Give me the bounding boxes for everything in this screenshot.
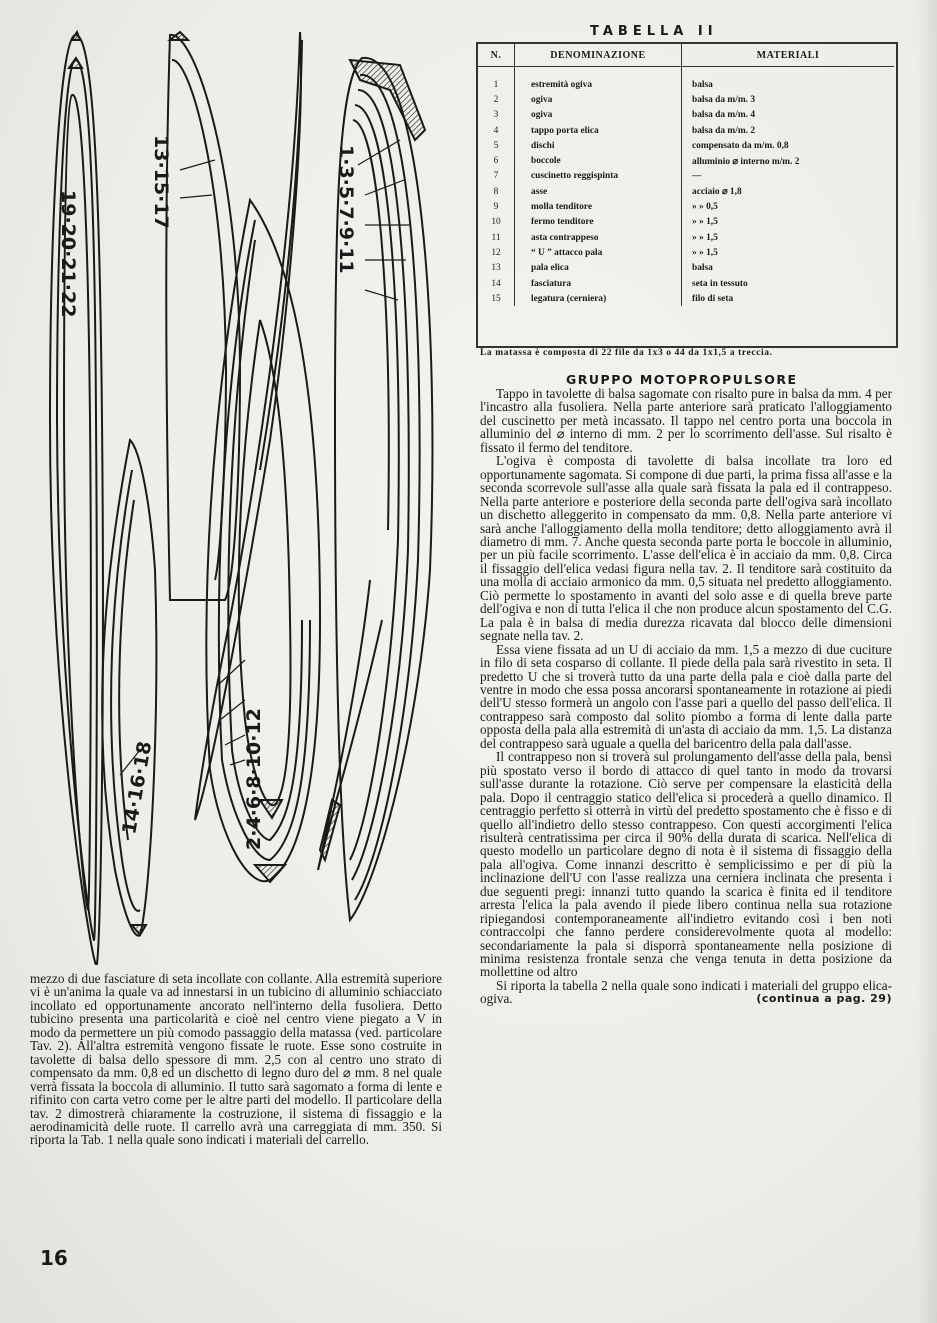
- row-name: asta contrappeso: [515, 230, 682, 245]
- table-row: [478, 92, 894, 107]
- row-material: acciaio ⌀ 1,8: [692, 187, 742, 198]
- row-name: fermo tenditore: [515, 215, 682, 230]
- table-row: [478, 108, 894, 123]
- row-material: » » 0,5: [692, 202, 718, 213]
- continua-link[interactable]: (continua a pag. 29): [756, 992, 892, 1006]
- row-material: alluminio ⌀ interno m/m. 2: [692, 156, 800, 167]
- drawing-label-2-12: 2·4·6·8·10·12: [243, 708, 265, 850]
- blade-outline-long: [195, 32, 302, 820]
- row-name: legatura (cerniera): [515, 291, 682, 306]
- row-number: 2: [478, 92, 515, 107]
- row-name: pala elica: [515, 261, 682, 276]
- drawing-label-14-18: 14·16·18: [118, 739, 157, 836]
- right-column-text: [480, 387, 892, 1006]
- paragraph: L'ogiva è composta di tavolette di balsa incollate tra loro ed opportunamente sagomata. Si compone di due parti, la prima fissa all'asse e la seconda scorrevole sull'asse alla quale sarà fissata la pala ed il contrappeso. Nella parte anteriore e posteriore della seconda parte dell'ogiva sarà incollato un dischetto alleggerito in compensato da mm. 0,8. Nella parte anteriore vi sarà anche l'alloggiamento della molla tenditore; detto alloggiamento avrà il diametro di mm. 7. Anche questa seconda parte porta le boccole in alluminio, per un più facile scorrimento. L'asse dell'elica è in acciaio da mm. 0,8. Circa il fissaggio dell'elica vedasi figura nella tav. 2. Il tenditore sarà costituito da una molla di acciaio armonico da mm. 0,5 situata nel predetto alloggiamento. Ciò permette lo spostamento in avanti del solo asse e di quella breve parte dell'ogiva e non di tutta l'elica il che non produce alcun spostamento del C.G. La pala è in balsa di media durezza ricavata dal blocco delle dimensioni segnate nella tav. 2.: [480, 453, 892, 644]
- drawing-label-13-17: 13·15·17: [150, 135, 172, 229]
- table-title: TABELLA II: [590, 24, 718, 39]
- table-row: [478, 77, 894, 92]
- paragraph-last: Si riporta la tabella 2 nella quale sono indicati i materiali del gruppo elica-ogiva. (continua a pag. 29): [480, 977, 892, 1007]
- row-number: 6: [478, 153, 515, 168]
- row-number: 7: [478, 169, 515, 184]
- row-material: balsa: [692, 79, 713, 90]
- row-name: dischi: [515, 138, 682, 153]
- table-row: [478, 230, 894, 245]
- table-row: [478, 123, 894, 138]
- blade-outline-19-22: [50, 32, 103, 965]
- row-material: balsa: [692, 263, 713, 274]
- table-row: [478, 199, 894, 214]
- row-number: 1: [478, 77, 515, 92]
- row-material: —: [692, 171, 702, 182]
- row-number: 11: [478, 230, 515, 245]
- row-name: ogiva: [515, 108, 682, 123]
- header-name: DENOMINAZIONE: [515, 44, 682, 67]
- row-material: seta in tessuto: [692, 278, 748, 289]
- table-row: [478, 169, 894, 184]
- row-number: 3: [478, 108, 515, 123]
- row-material: filo di seta: [692, 293, 734, 304]
- row-material: balsa da m/m. 2: [692, 125, 756, 136]
- row-name: asse: [515, 184, 682, 199]
- row-number: 15: [478, 291, 515, 306]
- row-name: fasciatura: [515, 276, 682, 291]
- paragraph: Tappo in tavolette di balsa sagomate con risalto pure in balsa da mm. 4 per l'incastro alla fusoliera. Nella parte anteriore sarà praticato l'alloggiamento del cuscinetto per metà incassato. Il tappo nel centro porta una boccola in alluminio del ⌀ interno di mm. 2 per lo scorrimento dell'asse. Sul risalto è fissato il fermo del tenditore.: [480, 386, 892, 455]
- row-material: » » 1,5: [692, 217, 718, 228]
- table-row: [478, 245, 894, 260]
- blade-outline-14-18: [102, 440, 156, 936]
- table-row: [478, 261, 894, 276]
- table-row: [478, 184, 894, 199]
- table-row: [478, 153, 894, 168]
- row-material: » » 1,5: [692, 232, 718, 243]
- row-number: 5: [478, 138, 515, 153]
- row-name: estremità ogiva: [515, 77, 682, 92]
- row-material: balsa da m/m. 4: [692, 110, 756, 121]
- paragraph: Essa viene fissata ad un U di acciaio da mm. 1,5 a mezzo di due cuciture in filo di seta cosparso di collante. Il piede della pala sarà rivestito in seta. Il predetto U che si troverà tutto da una parte della pala e cioè dalla parte del ventre in modo che essa possa ancorarsi spontaneamente in rotazione ai piedi dell'U stesso formerà un angolo con l'asse pari a quello del passo dell'elica. Il contrappeso sarà composto dal solito piombo a forma di lente dalla parte opposta della pala alla estremità di un'asta di acciaio da mm. 1,5. La distanza del contrappeso sarà uguale a quella del baricentro della pala dall'asse.: [480, 641, 892, 751]
- header-number: N.: [478, 44, 515, 67]
- table-row: [478, 291, 894, 306]
- materials-table: [478, 44, 894, 306]
- row-number: 12: [478, 245, 515, 260]
- row-name: molla tenditore: [515, 199, 682, 214]
- table-note: La matassa è composta di 22 file da 1x3 o 44 da 1x1,5 a treccia.: [480, 348, 773, 358]
- row-material: balsa da m/m. 3: [692, 94, 756, 105]
- paragraph: Il contrappeso non si troverà sul prolungamento dell'asse della pala, bensì più spostato verso il bordo di attacco di quel tanto in modo da trovarsi sull'asse durante la rotazione. Ciò serve per compensare la elasticità della pala. Dopo il centraggio statico dell'elica si procederà a quello dinamico. Il centraggio perfetto si otterrà in virtù del predetto spostamento che è fisso e di quello all'indietro dello stesso contrappeso. Con questi accorgimenti l'elica risulterà centratissima per circa il 90% della durata di scarica. Nell'elica di questo modello un particolare degno di nota è il sistema di fissaggio della pala all'ogiva. Come innanzi descritto è semplicissimo e per di più la inclinazione dell'U con l'asse realizza una cerniera inclinata che presenta i due seguenti pregi: innanzi tutto quando la scarica è finita ed il tenditore arresta l'elica la pala avendo il piede libero continua nella sua rotazione ripiegandosi contemporaneamente all'indietro evitando così i ben noti contraccolpi che fanno perdere considerevolmente quota al modello: secondariamente la pala si disporrà spontaneamente nella posizione di minima resistenza frontale senza che venga tenuta in detta posizione da mollettine od altro: [480, 749, 892, 980]
- row-number: 14: [478, 276, 515, 291]
- drawing-label-1-11: 1·3·5·7·9·11: [335, 145, 357, 274]
- table-header-row: [478, 44, 894, 67]
- table-row: [478, 215, 894, 230]
- row-material: » » 1,5: [692, 247, 718, 258]
- propeller-blade-sections-drawing: [20, 20, 460, 965]
- header-materials: MATERIALI: [682, 44, 895, 67]
- table-row: [478, 138, 894, 153]
- row-number: 8: [478, 184, 515, 199]
- row-name: ogiva: [515, 92, 682, 107]
- page-number: 16: [40, 1246, 68, 1270]
- section-title: GRUPPO MOTOPROPULSORE: [566, 372, 798, 387]
- left-column-text: [30, 972, 442, 1147]
- row-name: “ U ” attacco pala: [515, 245, 682, 260]
- row-name: tappo porta elica: [515, 123, 682, 138]
- page-edge-shadow: [917, 0, 937, 1323]
- paragraph: mezzo di due fasciature di seta incollate con collante. Alla estremità superiore vi è un'anima la quale va ad innestarsi in un tubicino di alluminio schiacciato incollato ed opportunamente ancorato nell'interno della fusoliera. Detto tubicino presenta una particolarità e cioè nel centro viene piegato a V in modo da permettere un più comodo passaggio della matassa (ved. particolare Tav. 2). All'altra estremità vengono fissate le ruote. Esse sono costruite in tavolette di balsa dello spessore di mm. 2,5 con al centro uno strato di compensato da mm. 0,8 ed un dischetto di legno duro del ⌀ mm. 8 nel quale verrà fissata la boccola di alluminio. Il tutto sarà sagomato a forma di lente e rifinito con carta vetro come per le altre parti del modello. Il particolare della tav. 2 dimostrerà chiaramente la costruzione, il sistema di fissaggio e la aerodinamicità delle ruote. Il carrello avrà una carreggiata di mm. 350. Si riporta la Tab. 1 nella quale sono indicati i materiali del carrello.: [30, 971, 442, 1148]
- row-material: compensato da m/m. 0,8: [692, 140, 789, 151]
- row-name: cuscinetto reggispinta: [515, 169, 682, 184]
- row-number: 10: [478, 215, 515, 230]
- row-number: 13: [478, 261, 515, 276]
- table-row: [478, 276, 894, 291]
- row-name: boccole: [515, 153, 682, 168]
- row-number: 4: [478, 123, 515, 138]
- row-number: 9: [478, 199, 515, 214]
- drawing-label-19-22: 19·20·21·22: [57, 190, 79, 318]
